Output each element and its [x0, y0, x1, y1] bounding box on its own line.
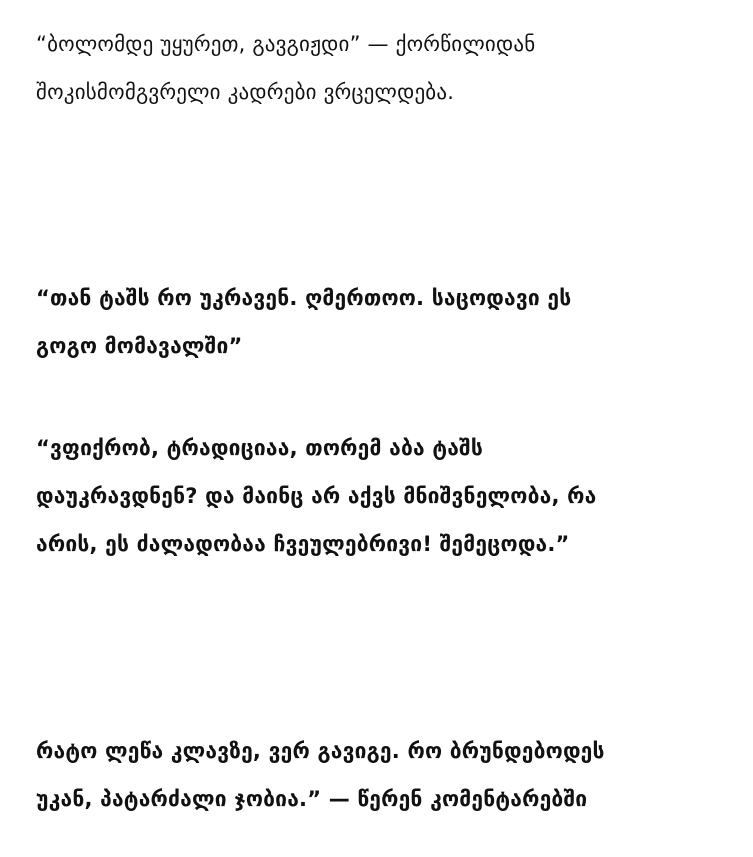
paragraph-intro — [36, 20, 736, 116]
text-line: “თან ტაშს რო უკრავენ. ღმერთოო. საცოდავი ეს — [36, 286, 572, 310]
comment-quote-1 — [36, 274, 736, 370]
text-line: არის, ეს ძალადობაა ჩვეულებრივი! შემეცოდა.” — [36, 532, 570, 556]
text-line: უკან, პატარძალი ჯობია.” — წერენ კომენტარებში — [36, 787, 588, 811]
text-line: რატო ლეწა კლავზე, ვერ გავიგე. რო ბრუნდებოდეს — [36, 739, 605, 763]
comment-quote-3 — [36, 727, 736, 823]
text-line: შოკისმომგვრელი კადრები ვრცელდება. — [36, 80, 455, 104]
text-line: გოგო მომავალში” — [36, 334, 243, 358]
text-line: დაუკრავდნენ? და მაინც არ აქვს მნიშვნელობა, რა — [36, 484, 597, 508]
text-line: “ბოლომდე უყურეთ, გავგიჟდი” — ქორწილიდან — [36, 32, 536, 56]
text-line: “ვფიქრობ, ტრადიციაა, თორემ აბა ტაშს — [36, 436, 484, 460]
comment-quote-2 — [36, 424, 736, 568]
